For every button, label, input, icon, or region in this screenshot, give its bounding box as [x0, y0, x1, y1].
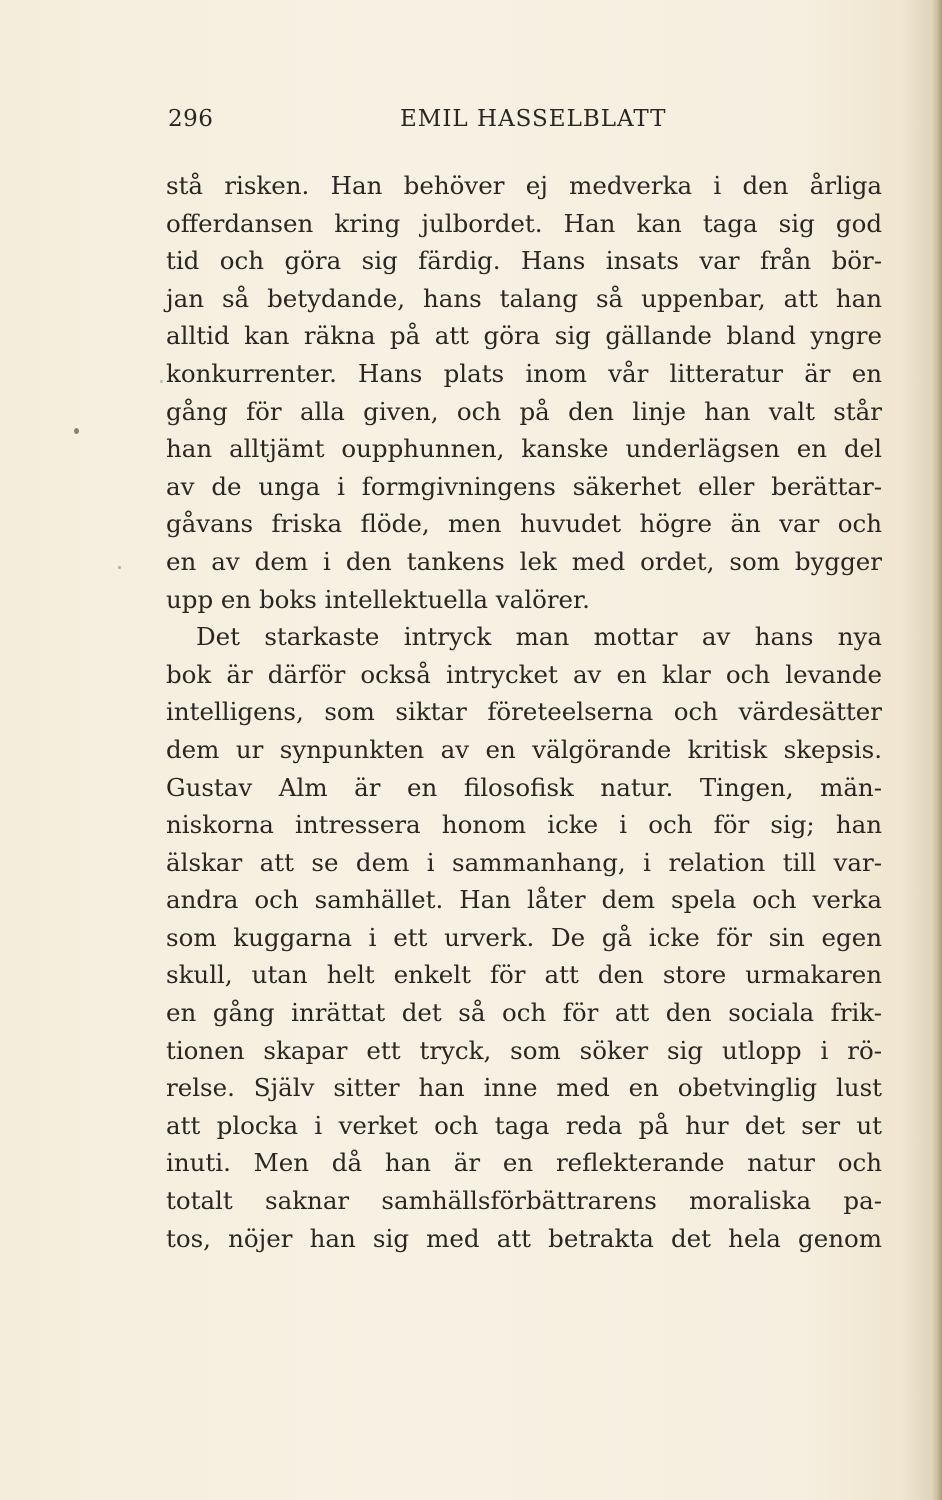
- text-line: niskorna intressera honom icke i och för sig; han: [166, 810, 882, 840]
- text-line: skull, utan helt enkelt för att den store urmakaren: [166, 960, 882, 990]
- text-line: dem ur synpunkten av en välgörande kritisk skepsis.: [166, 734, 882, 764]
- text-line: som kuggarna i ett urverk. De gå icke för sin egen: [166, 922, 882, 952]
- text-line: Det starkaste intryck man mottar av hans nya: [196, 622, 882, 652]
- text-line: en av dem i den tankens lek med ordet, som bygger: [166, 546, 882, 576]
- text-line: upp en boks intellektuella valörer.: [166, 584, 590, 614]
- paper-speck: [160, 380, 163, 383]
- text-line: intelligens, som siktar företeelserna och värdesätter: [166, 697, 882, 727]
- text-line: jan så betydande, hans talang så uppenbar, att han: [166, 283, 882, 313]
- page-header: [168, 106, 880, 142]
- running-head: EMIL HASSELBLATT: [400, 106, 667, 132]
- text-line: gåvans friska flöde, men huvudet högre än var och: [166, 509, 882, 539]
- text-line: Gustav Alm är en filosofisk natur. Tingen, män-: [166, 772, 882, 802]
- text-line: att plocka i verket och taga reda på hur det ser ut: [166, 1110, 882, 1140]
- text-line: offerdansen kring julbordet. Han kan taga sig god: [166, 208, 882, 238]
- text-line: älskar att se dem i sammanhang, i relation till var-: [166, 847, 882, 877]
- text-line: gång för alla given, och på den linje han valt står: [166, 396, 882, 426]
- page-number: 296: [168, 106, 214, 132]
- text-line: totalt saknar samhällsförbättrarens moraliska pa-: [166, 1186, 882, 1216]
- paper-speck: [74, 428, 79, 434]
- text-line: relse. Själv sitter han inne med en obetvinglig lust: [166, 1073, 882, 1103]
- page-edge: [930, 0, 942, 1500]
- text-line: alltid kan räkna på att göra sig gällande bland yngre: [166, 321, 882, 351]
- text-line: han alltjämt oupphunnen, kanske underlägsen en del: [166, 434, 882, 464]
- paper-speck: [118, 566, 121, 569]
- body-text: [166, 167, 882, 1257]
- text-line: tionen skapar ett tryck, som söker sig utlopp i rö-: [166, 1035, 882, 1065]
- text-line: bok är därför också intrycket av en klar och levande: [166, 659, 882, 689]
- text-line: stå risken. Han behöver ej medverka i den årliga: [166, 171, 882, 200]
- text-line: tid och göra sig färdig. Hans insats var från bör-: [166, 246, 882, 276]
- text-line: andra och samhället. Han låter dem spela och verka: [166, 885, 882, 915]
- text-line: en gång inrättat det så och för att den sociala frik-: [166, 998, 882, 1028]
- text-line: konkurrenter. Hans plats inom vår litteratur är en: [166, 358, 882, 388]
- text-line: inuti. Men då han är en reflekterande natur och: [166, 1148, 882, 1178]
- text-line: tos, nöjer han sig med att betrakta det hela genom: [166, 1223, 882, 1253]
- text-line: av de unga i formgivningens säkerhet eller berättar-: [166, 471, 882, 501]
